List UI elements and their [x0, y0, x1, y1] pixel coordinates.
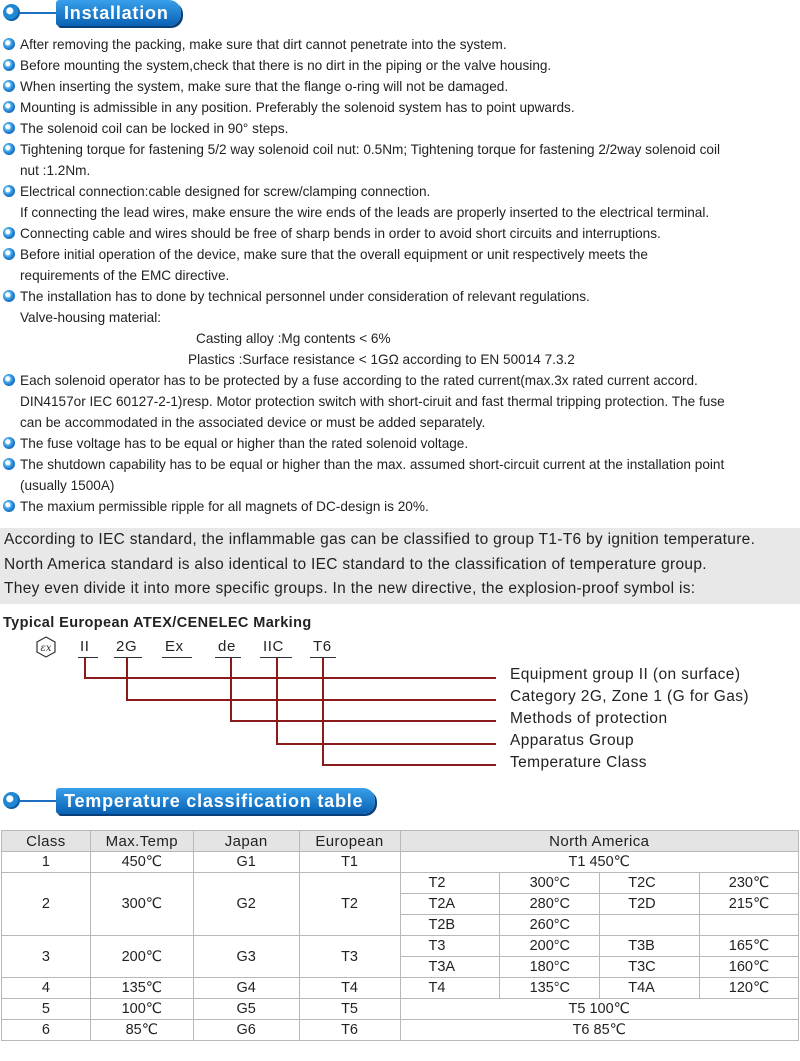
table-cell: 450℃ [90, 852, 193, 873]
column-header: Max.Temp [90, 831, 193, 852]
atex-marking-diagram [0, 634, 800, 774]
classification-note [0, 528, 800, 604]
list-item: The fuse voltage has to be equal or higher than the rated solenoid voltage. [0, 433, 800, 454]
marking-token-ex: Ex [165, 638, 184, 655]
table-cell: T3B [600, 936, 700, 957]
header-connector-line [20, 800, 58, 802]
table-cell: T6 85℃ [400, 1020, 799, 1041]
bullet-icon [3, 437, 15, 449]
table-cell: T3 [299, 936, 400, 978]
token-underline [215, 657, 241, 658]
column-header: North America [400, 831, 799, 852]
table-cell: T2 [299, 873, 400, 936]
marking-description: Apparatus Group [510, 732, 635, 749]
table-cell: G3 [193, 936, 299, 978]
bullet-icon [3, 59, 15, 71]
installation-header [0, 0, 800, 26]
table-cell: T1 [299, 852, 400, 873]
table-cell: 2 [2, 873, 91, 936]
list-item: Tightening torque for fastening 5/2 way solenoid coil nut: 0.5Nm; Tightening torque for fastening 2/2way solenoid coil [0, 139, 800, 160]
list-item: The maxium permissible ripple for all magnets of DC-design is 20%. [0, 496, 800, 517]
list-item: When inserting the system, make sure that the flange o-ring will not be damaged. [0, 76, 800, 97]
table-cell: T2A [400, 894, 500, 915]
explosion-proof-hexagon-icon [35, 636, 57, 658]
table-cell: 3 [2, 936, 91, 978]
list-item: The solenoid coil can be locked in 90° steps. [0, 118, 800, 139]
table-row [2, 1020, 799, 1041]
housing-plastics: Plastics :Surface resistance < 1GΩ according to EN 50014 7.3.2 [188, 352, 575, 367]
table-cell: T1 450℃ [400, 852, 799, 873]
atex-title: Typical European ATEX/CENELEC Marking [3, 615, 312, 631]
table-cell: 5 [2, 999, 91, 1020]
table-cell: T4A [600, 978, 700, 999]
table-cell: 120℃ [700, 978, 799, 999]
bullet-icon [3, 500, 15, 512]
leader-line [230, 658, 232, 721]
table-row [2, 999, 799, 1020]
bullet-icon [3, 122, 15, 134]
table-row [2, 852, 799, 873]
temperature-classification-table [1, 830, 799, 1041]
table-cell: T2 [400, 873, 500, 894]
table-header-row [2, 831, 799, 852]
note-line: North America standard is also identical to IEC standard to the classification of temperature group. [4, 555, 707, 573]
list-item-continuation: (usually 1500A) [20, 478, 115, 493]
marking-token-apparatus-group: IIC [263, 638, 284, 655]
table-cell: 200°C [500, 936, 600, 957]
temperature-header [0, 788, 800, 814]
bullet-icon [3, 38, 15, 50]
table-cell: T3A [400, 957, 500, 978]
marking-description: Temperature Class [510, 754, 647, 771]
table-cell: T4 [299, 978, 400, 999]
column-header: European [299, 831, 400, 852]
table-cell: 1 [2, 852, 91, 873]
column-header: Japan [193, 831, 299, 852]
table-cell: 215℃ [700, 894, 799, 915]
bullet-icon [3, 185, 15, 197]
list-item: After removing the packing, make sure that dirt cannot penetrate into the system. [0, 34, 800, 55]
table-cell: T6 [299, 1020, 400, 1041]
bullet-icon [3, 374, 15, 386]
installation-title: Installation [56, 0, 181, 26]
leader-line [276, 658, 278, 744]
marking-token-temperature-class: T6 [313, 638, 332, 655]
ex-symbol-text: εx [40, 643, 52, 654]
leader-line [84, 677, 496, 679]
list-item-continuation: Valve-housing material: [20, 310, 162, 325]
table-cell: T2B [400, 915, 500, 936]
table-cell: T4 [400, 978, 500, 999]
table-cell: T3C [600, 957, 700, 978]
table-cell: 4 [2, 978, 91, 999]
leader-line [84, 658, 86, 678]
leader-line [126, 658, 128, 700]
table-cell: T2D [600, 894, 700, 915]
bullet-icon [3, 143, 15, 155]
table-cell: G2 [193, 873, 299, 936]
list-item-continuation: If connecting the lead wires, make ensure the wire ends of the leads are properly inserted to the electrical terminal. [20, 205, 710, 220]
bullet-ring-icon [3, 4, 20, 21]
list-item: Mounting is admissible in any position. Preferably the solenoid system has to point upwards. [0, 97, 800, 118]
list-item-continuation: DIN4157or IEC 60127-2-1)resp. Motor protection switch with short-ciruit and fast thermal tripping protection. The fuse [20, 394, 725, 409]
leader-line [322, 764, 496, 766]
bullet-ring-icon [3, 792, 20, 809]
table-row [2, 978, 799, 999]
table-cell: G5 [193, 999, 299, 1020]
note-line: They even divide it into more specific groups. In the new directive, the explosion-proof symbol is: [4, 580, 696, 598]
bullet-icon [3, 227, 15, 239]
table-cell: 280°C [500, 894, 600, 915]
bullet-icon [3, 290, 15, 302]
list-item: Connecting cable and wires should be free of sharp bends in order to avoid short circuits and interruptions. [0, 223, 800, 244]
list-item-continuation: nut :1.2Nm. [20, 163, 91, 178]
leader-line [230, 720, 496, 722]
table-cell: G6 [193, 1020, 299, 1041]
leader-line [322, 658, 324, 765]
table-cell: G4 [193, 978, 299, 999]
table-cell: 230℃ [700, 873, 799, 894]
column-header: Class [2, 831, 91, 852]
note-line: According to IEC standard, the inflammable gas can be classified to group T1-T6 by ignition temperature. [4, 531, 756, 548]
marking-token-equipment-group: II [80, 638, 90, 655]
table-cell: G1 [193, 852, 299, 873]
table-cell: 200℃ [90, 936, 193, 978]
list-item: Electrical connection:cable designed for screw/clamping connection. [0, 181, 800, 202]
table-cell [700, 915, 799, 936]
list-item: Each solenoid operator has to be protected by a fuse according to the rated current(max.3x rated current accord. [0, 370, 800, 391]
bullet-icon [3, 80, 15, 92]
marking-token-protection: de [218, 638, 236, 655]
table-cell: 135℃ [90, 978, 193, 999]
leader-line [276, 743, 496, 745]
table-cell: 6 [2, 1020, 91, 1041]
marking-description: Equipment group II (on surface) [510, 666, 741, 683]
bullet-icon [3, 101, 15, 113]
table-cell: 300℃ [90, 873, 193, 936]
installation-list [0, 34, 800, 517]
token-underline [78, 657, 98, 658]
list-item: Before mounting the system,check that there is no dirt in the piping or the valve housing. [0, 55, 800, 76]
header-connector-line [20, 12, 58, 14]
housing-casting-alloy: Casting alloy :Mg contents < 6% [196, 331, 391, 346]
marking-token-category: 2G [116, 638, 138, 655]
table-cell: 160℃ [700, 957, 799, 978]
list-item: Before initial operation of the device, make sure that the overall equipment or unit respectively meets the [0, 244, 800, 265]
list-item-continuation: can be accommodated in the associated device or must be added separately. [20, 415, 486, 430]
table-cell: T3 [400, 936, 500, 957]
marking-description: Category 2G, Zone 1 (G for Gas) [510, 688, 749, 705]
table-cell: 100℃ [90, 999, 193, 1020]
list-item-continuation: requirements of the EMC directive. [20, 268, 230, 283]
table-cell: 180°C [500, 957, 600, 978]
leader-line [126, 699, 496, 701]
list-item: The shutdown capability has to be equal or higher than the max. assumed short-circuit current at the installation point [0, 454, 800, 475]
token-underline [162, 657, 192, 658]
table-cell: T5 100℃ [400, 999, 799, 1020]
table-cell: 165℃ [700, 936, 799, 957]
table-cell: 85℃ [90, 1020, 193, 1041]
table-row [2, 873, 799, 894]
bullet-icon [3, 248, 15, 260]
table-row [2, 936, 799, 957]
temperature-title: Temperature classification table [56, 788, 375, 814]
token-underline [114, 657, 142, 658]
table-cell: 260°C [500, 915, 600, 936]
table-cell: 300°C [500, 873, 600, 894]
marking-description: Methods of protection [510, 710, 668, 727]
bullet-icon [3, 458, 15, 470]
list-item: The installation has to done by technical personnel under consideration of relevant regulations. [0, 286, 800, 307]
table-cell [600, 915, 700, 936]
table-cell: 135°C [500, 978, 600, 999]
table-cell: T5 [299, 999, 400, 1020]
table-cell: T2C [600, 873, 700, 894]
